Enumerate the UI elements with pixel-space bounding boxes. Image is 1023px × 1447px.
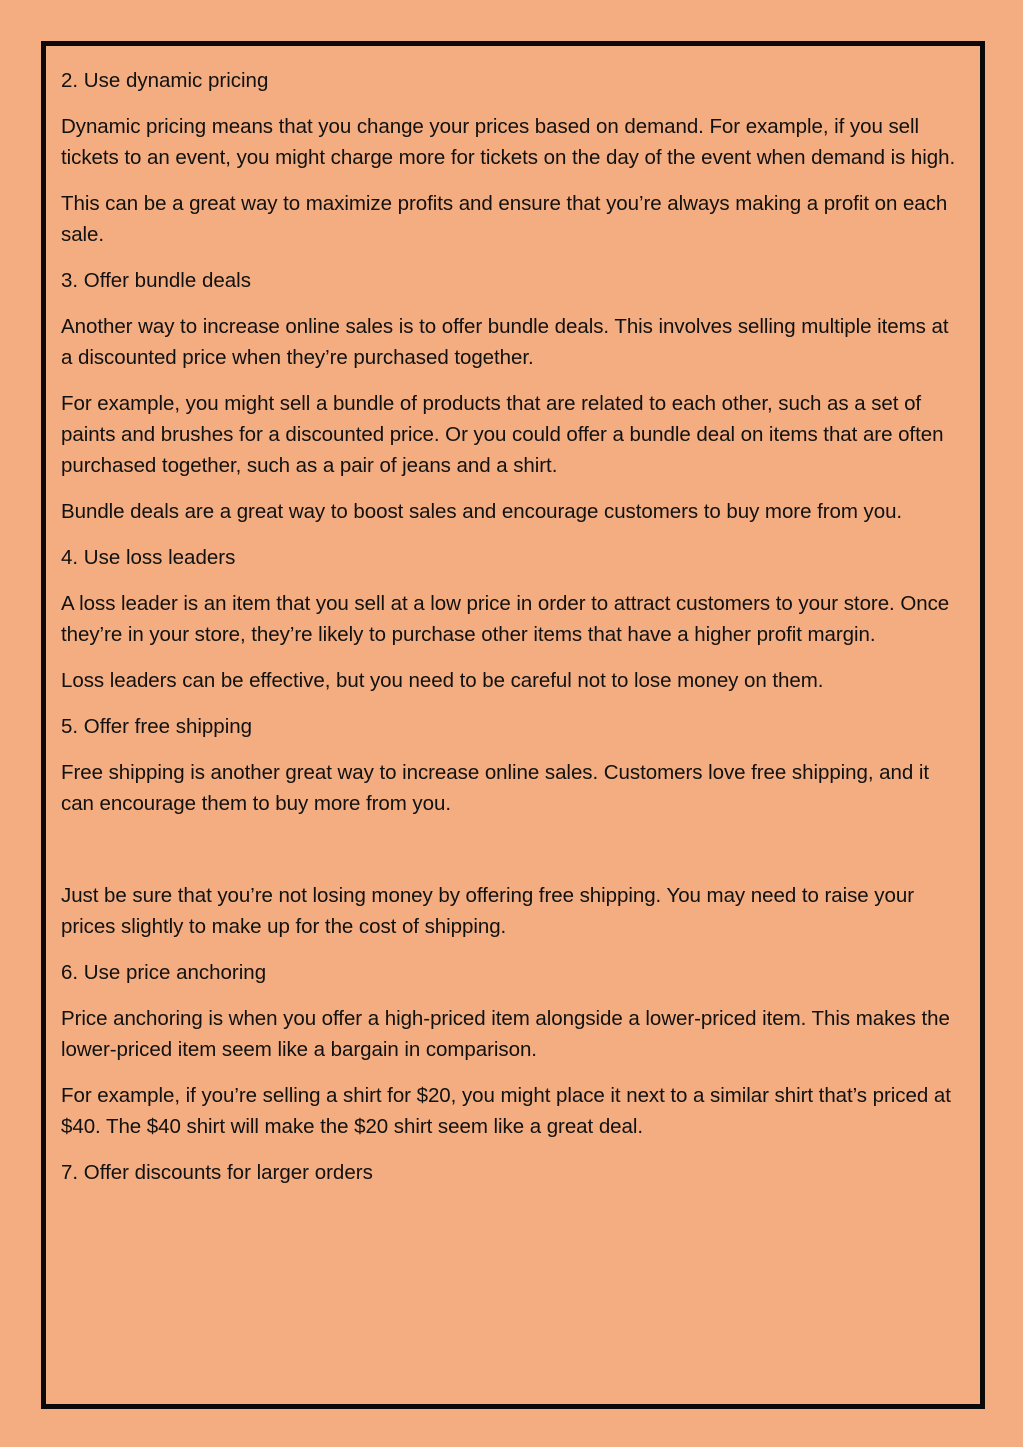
- paragraph-price-anchoring-2: For example, if you’re selling a shirt for $20, you might place it next to a similar shirt that’s priced at $40. The $40 shirt will make the $20 shirt seem like a great deal.: [61, 1083, 951, 1138]
- paragraph-free-shipping-1: Free shipping is another great way to increase online sales. Customers love free shipping, and it can encourage them to buy more from you.: [61, 760, 930, 815]
- paragraph-loss-leaders-1: A loss leader is an item that you sell at a low price in order to attract customers to your store. Once they’re in your store, they’re likely to purchase other items that have a higher profit margin.: [61, 591, 950, 647]
- paragraph-dynamic-pricing-1: Dynamic pricing means that you change your prices based on demand. For example, if you sell tickets to an event, you might charge more for tickets on the day of the event when demand is high.: [61, 114, 956, 170]
- heading-free-shipping: 5. Offer free shipping: [61, 714, 253, 738]
- paragraph-free-shipping-2: Just be sure that you’re not losing money by offering free shipping. You may need to raise your prices slightly to make up for the cost of shipping.: [61, 883, 914, 938]
- blank-spacer: [61, 834, 956, 880]
- paragraph-price-anchoring-1: Price anchoring is when you offer a high-priced item alongside a lower-priced item. This makes the lower-priced item seem like a bargain in comparison.: [61, 1006, 950, 1061]
- heading-larger-order-discounts: 7. Offer discounts for larger orders: [61, 1160, 373, 1184]
- page-border-frame: [41, 41, 985, 1409]
- paragraph-loss-leaders-2: Loss leaders can be effective, but you need to be careful not to lose money on them.: [61, 668, 824, 692]
- paragraph-bundle-deals-1: Another way to increase online sales is to offer bundle deals. This involves selling multiple items at a discounted price when they’re purchased together.: [61, 314, 949, 370]
- document-content: [61, 65, 956, 1203]
- paragraph-dynamic-pricing-2: This can be a great way to maximize profits and ensure that you’re always making a profit on each sale.: [61, 191, 948, 247]
- paragraph-bundle-deals-3: Bundle deals are a great way to boost sales and encourage customers to buy more from you.: [61, 500, 903, 524]
- heading-dynamic-pricing: 2. Use dynamic pricing: [61, 69, 269, 92]
- heading-loss-leaders: 4. Use loss leaders: [61, 546, 236, 570]
- heading-bundle-deals: 3. Offer bundle deals: [61, 268, 251, 292]
- paragraph-bundle-deals-2: For example, you might sell a bundle of products that are related to each other, such as a set of paints and brushes for a discounted price. Or you could offer a bundle deal on items that are often purchased together, such as a pair of jeans and a shirt.: [61, 391, 944, 478]
- heading-price-anchoring: 6. Use price anchoring: [61, 960, 267, 984]
